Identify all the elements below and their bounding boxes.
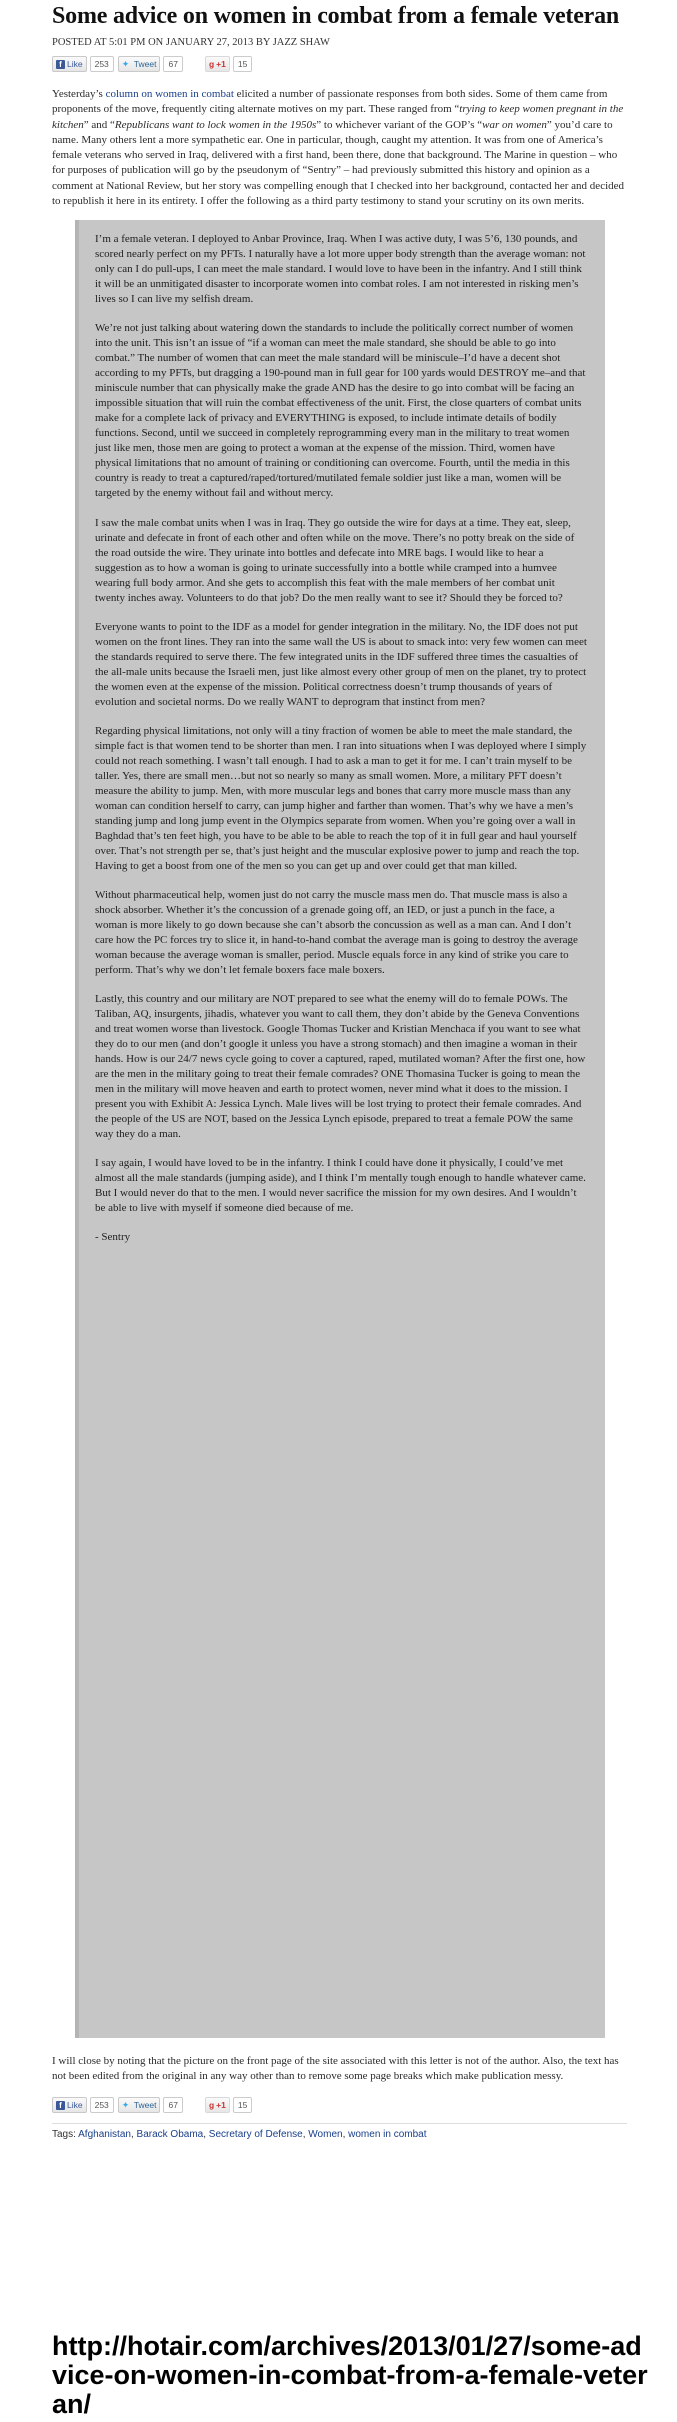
twitter-bird-icon: ✦	[121, 58, 130, 69]
article	[52, 0, 627, 2140]
tag-link[interactable]: Secretary of Defense	[208, 2129, 303, 2141]
tags-line: Tags: Afghanistan, Barack Obama, Secretary of Defense, Women, women in combat	[52, 2123, 627, 2140]
facebook-icon: f	[56, 2101, 65, 2110]
article-title: Some advice on women in combat from a female veteran	[52, 3, 620, 29]
like-count: 253	[90, 2097, 114, 2113]
quote-paragraph: We’re not just talking about watering down the standards to include the politically correct number of women into the unit. This isn’t an issue of “if a woman can meet the male standard, she should be able to go into combat.” The number of women that can meet the male standard will be miniscule–I’d have a decent shot according to my PFTs, but dragging a 190-pound man in full gear for 100 yards would DESTROY me–and that miniscule number that can physically make the grade AND has the desire to go into combat will be facing an impossible situation that will ruin the combat effectiveness of the unit. First, the close quarters of combat units make for a complete lack of privacy and EVERYTHING is exposed, to include intimate details of bodily functions. Second, until we succeed in completely reprogramming every man in the military to treat women just like men, those men are going to protect a woman at the expense of the mission. Third, women have physical limitations that no amount of training or conditioning can overcome. Fourth, until the media in this country is ready to treat a captured/raped/tortured/mutilated female soldier just like a man, women will be targeted by the enemy without fail and without mercy.	[95, 322, 586, 500]
facebook-like-button[interactable]: f Like	[52, 56, 87, 72]
article-byline: POSTED AT 5:01 PM ON JANUARY 27, 2013 BY JAZZ SHAW	[52, 37, 330, 48]
google-plus-icon: g	[208, 59, 215, 69]
facebook-icon: f	[56, 60, 65, 69]
google-plus-count: 15	[233, 2097, 252, 2113]
source-url: http://hotair.com/archives/2013/01/27/some-advice-on-women-in-combat-from-a-female-veteran/	[52, 2331, 648, 2419]
tweet-count: 67	[163, 2097, 182, 2113]
tweet-count: 67	[163, 56, 182, 72]
quote-paragraph: Lastly, this country and our military are NOT prepared to see what the enemy will do to female POWs. The Taliban, AQ, insurgents, jihadis, whatever you want to call them, they don’t abide by the Geneva Conventions and treat women worse than livestock. Google Thomas Tucker and Kristian Menchaca if you want to see what they do to our men (and don’t google it unless you have a strong stomach) and then imagine a woman in their hands. How is our 24/7 news cycle going to cover a captured, raped, mutilated woman? After the first one, how are the men in the military going to treat their female comrades? ONE Thomasina Tucker is going to mean the men in the military will move heaven and earth to protect women, never mind what it does to the mission. I present you with Exhibit A: Jessica Lynch. Male lives will be lost trying to protect their female comrades. And the people of the US are NOT, based on the Jessica Lynch episode, prepared to treat a female POW the same way they do a man.	[95, 993, 586, 1141]
quote-paragraph: I say again, I would have loved to be in the infantry. I think I could have done it physically, I could’ve met almost all the male standards (jumping aside), and I think I’m mentally tough enough to handle whatever came. But I would never do that to the men. I would never sacrifice the mission for my own desires. And I wouldn’t be able to live with myself if someone died because of me.	[95, 1157, 586, 1215]
article-closing: I will close by noting that the picture on the front page of the site associated with this letter is not of the author. Also, the text has not been edited from the original in any way other than to remove some page breaks which make publication messy.	[52, 2055, 619, 2083]
tag-link[interactable]: Women	[308, 2129, 343, 2141]
quote-paragraph: I’m a female veteran. I deployed to Anbar Province, Iraq. When I was active duty, I was 5’6, 130 pounds, and scored nearly perfect on my PFTs. I naturally have a lot more upper body strength than the average woman: not only can I do pull-ups, I can meet the male standard. I would love to have been in the infantry. And I still think it will be an unmitigated disaster to incorporate women into combat roles. I am not interested in risking men’s lives so I can live my selfish dream.	[95, 233, 586, 306]
quote-paragraph: Without pharmaceutical help, women just do not carry the muscle mass men do. That muscle mass is also a shock absorber. Whether it’s the concussion of a grenade going off, an IED, or just a punch in the face, a woman is more likely to go down because she can’t absorb the concussion as well as a man can. And I don’t care how the PC forces try to slice it, in hand-to-hand combat the average man is going to destroy the average woman because the average woman is smaller, period. Muscle equals force in any kind of strike you care to perform. That’s why we don’t let female boxers face male boxers.	[95, 889, 578, 977]
column-link[interactable]: column on women in combat	[105, 88, 234, 100]
quote-paragraph: Everyone wants to point to the IDF as a model for gender integration in the military. No, the IDF does not put women on the front lines. They ran into the same wall the US is about to smack into: very few women can meet the standards required to serve there. The few integrated units in the IDF suffered three times the casualties of the all-male units because the Israeli men, just like almost every other group of men on the planet, try to protect the women even at the expense of the mission. Political correctness doesn’t trump thousands of years of evolution and societal norms. Do we really WANT to deprogram that instinct from men?	[95, 621, 587, 709]
google-plus-one-button[interactable]: g +1	[205, 56, 230, 72]
tag-link[interactable]: Barack Obama	[136, 2129, 204, 2141]
facebook-like-button[interactable]: f Like	[52, 2097, 87, 2113]
tweet-button[interactable]: ✦ Tweet	[118, 56, 161, 72]
blockquote-letter	[75, 220, 605, 2038]
quote-paragraph: I saw the male combat units when I was in Iraq. They go outside the wire for days at a time. They eat, sleep, urinate and defecate in front of each other and often while on the move. There’s no potty break on the side of the road outside the wire. They urinate into bottles and defecate into MRE bags. I would like to hear a suggestion as to how a woman is going to urinate successfully into a bottle while cramped into a humvee wearing full body armor. And she gets to accomplish this feat with the male members of her combat unit twenty inches away. Volunteers to do that job? Do the men really want to see it? Should they be forced to?	[95, 517, 575, 605]
twitter-bird-icon: ✦	[121, 2099, 130, 2110]
share-bar-top	[52, 55, 627, 73]
tag-link[interactable]: Afghanistan	[78, 2129, 131, 2141]
quote-signature: - Sentry	[95, 1231, 131, 1244]
share-bar-bottom	[52, 2096, 627, 2114]
like-count: 253	[90, 56, 114, 72]
google-plus-icon: g	[208, 2100, 215, 2111]
google-plus-count: 15	[233, 56, 252, 72]
google-plus-one-button[interactable]: g +1	[205, 2097, 230, 2113]
article-intro: Yesterday’s column on women in combat elicited a number of passionate responses from both sides. Some of them came from proponents of the move, frequently citing alternate motives on my part. These ranged from “trying to keep women pregnant in the kitchen” and “Republicans want to lock women in the 1950s” to whichever variant of the GOP’s “war on women” you’d care to name. Many others lent a more sympathetic ear. One in particular, though, caught my attention. It was from one of America’s female veterans who served in Iraq, delivered with a first hand, been there, done that background. The Marine in question – who for purposes of publication will go by the pseudonym of “Sentry” – had previously submitted this history and opinion as a comment at National Review, but her story was compelling enough that I checked into her background, contacted her and decided to republish it here in its entirety. I offer the following as a third party testimony to stand your scrutiny on its own merits.	[52, 88, 625, 208]
tweet-button[interactable]: ✦ Tweet	[118, 2097, 161, 2113]
tag-link[interactable]: women in combat	[348, 2129, 427, 2141]
quote-paragraph: Regarding physical limitations, not only will a tiny fraction of women be able to meet the male standard, the simple fact is that women tend to be shorter than men. I ran into situations when I was deployed where I simply could not reach something. I wasn’t tall enough. I had to ask a man to get it for me. I can’t train myself to be taller. Yes, there are small men…but not so nearly so many as small women. More, a military PFT doesn’t measure the ability to jump. Men, with more muscular legs and bones that carry more muscle mass than any woman can condition herself to carry, can jump higher and farther than women. That’s why we have a men’s standing jump and long jump event in the Olympics separate from women. When you’re going over a wall in Baghdad that’s ten feet high, you have to be able to be able to reach the top of it in full gear and haul yourself over. That’s not strength per se, that’s just height and the muscular explosive power to jump and reach the top. Having to get a boost from one of the men so you can get up and over could get that man killed.	[95, 725, 587, 873]
